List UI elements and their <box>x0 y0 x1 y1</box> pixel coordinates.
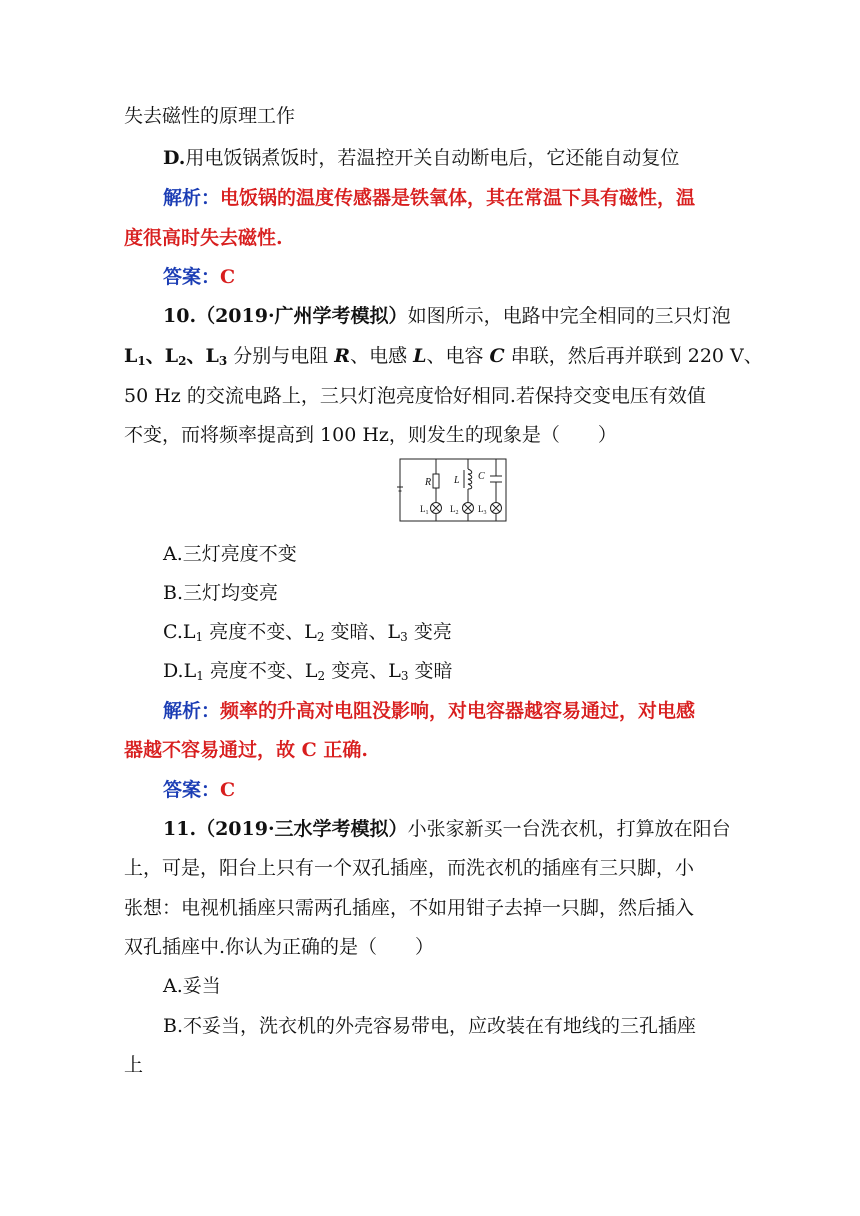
explanation-2-cont: 器越不容易通过，故 C 正确. <box>124 739 368 761</box>
circuit-diagram <box>392 457 516 523</box>
question-11-line4: 双孔插座中.你认为正确的是（ ） <box>124 936 435 958</box>
label-l1: $L_1$ <box>420 504 429 516</box>
option-a: A.三灯亮度不变 <box>163 543 297 565</box>
question-11: 11.（2019·三水学考模拟）小张家新买一台洗衣机，打算放在阳台 <box>163 818 731 840</box>
label-r: R <box>425 477 432 488</box>
label-c: C <box>478 471 485 482</box>
capacitor-icon <box>490 476 502 482</box>
question-11-line2: 上，可是，阳台上只有一个双孔插座，而洗衣机的插座有三只脚，小 <box>124 857 695 879</box>
explanation-1-cont: 度很高时失去磁性. <box>124 227 283 249</box>
label-l: L <box>454 475 460 486</box>
label-l2: $L_2$ <box>450 504 459 516</box>
explanation-1: 解析：电饭锅的温度传感器是铁氧体，其在常温下具有磁性，温 <box>163 187 696 209</box>
question-10-line3: 50 Hz 的交流电路上，三只灯泡亮度恰好相同.若保持交变电压有效值 <box>124 385 706 407</box>
q11-option-b: B.不妥当，洗衣机的外壳容易带电，应改装在有地线的三孔插座 <box>163 1015 697 1037</box>
option-d: D.用电饭锅煮饭时，若温控开关自动断电后，它还能自动复位 <box>163 147 680 169</box>
lamp-icon-l3 <box>491 503 502 514</box>
option-d-q10: $D.L_1$ 亮度不变、$L_2$ 变亮、$L_3$ 变暗 <box>163 660 453 683</box>
label-l3: $L_3$ <box>478 504 487 516</box>
lamp-icon-l1 <box>431 503 442 514</box>
q11-option-a: A.妥当 <box>163 975 221 997</box>
q11-option-b-cont: 上 <box>124 1054 144 1076</box>
explanation-2: 解析：频率的升高对电阻没影响，对电容器越容易通过，对电感 <box>163 700 696 722</box>
option-b: B.三灯均变亮 <box>163 582 279 604</box>
answer-1: 答案：C <box>163 266 236 288</box>
text-line: 失去磁性的原理工作 <box>124 105 296 127</box>
answer-2: 答案：C <box>163 779 236 801</box>
option-c: $C.L_1$ 亮度不变、$L_2$ 变暗、$L_3$ 变亮 <box>163 621 452 644</box>
question-11-line3: 张想：电视机插座只需两孔插座，不如用钳子去掉一只脚，然后插入 <box>124 897 695 919</box>
question-10-line2: $L_1$、$L_2$、$L_3$ 分别与电阻 R、电感 L、电容 C 串联，然后再并联到 220 V、 <box>124 345 763 368</box>
question-10: 10.（2019·广州学考模拟）如图所示，电路中完全相同的三只灯泡 <box>163 305 731 327</box>
inductor-icon <box>468 469 472 489</box>
lamp-icon-l2 <box>463 503 474 514</box>
question-10-line4: 不变，而将频率提高到 100 Hz，则发生的现象是（ ） <box>124 424 617 446</box>
resistor-icon <box>433 474 439 488</box>
